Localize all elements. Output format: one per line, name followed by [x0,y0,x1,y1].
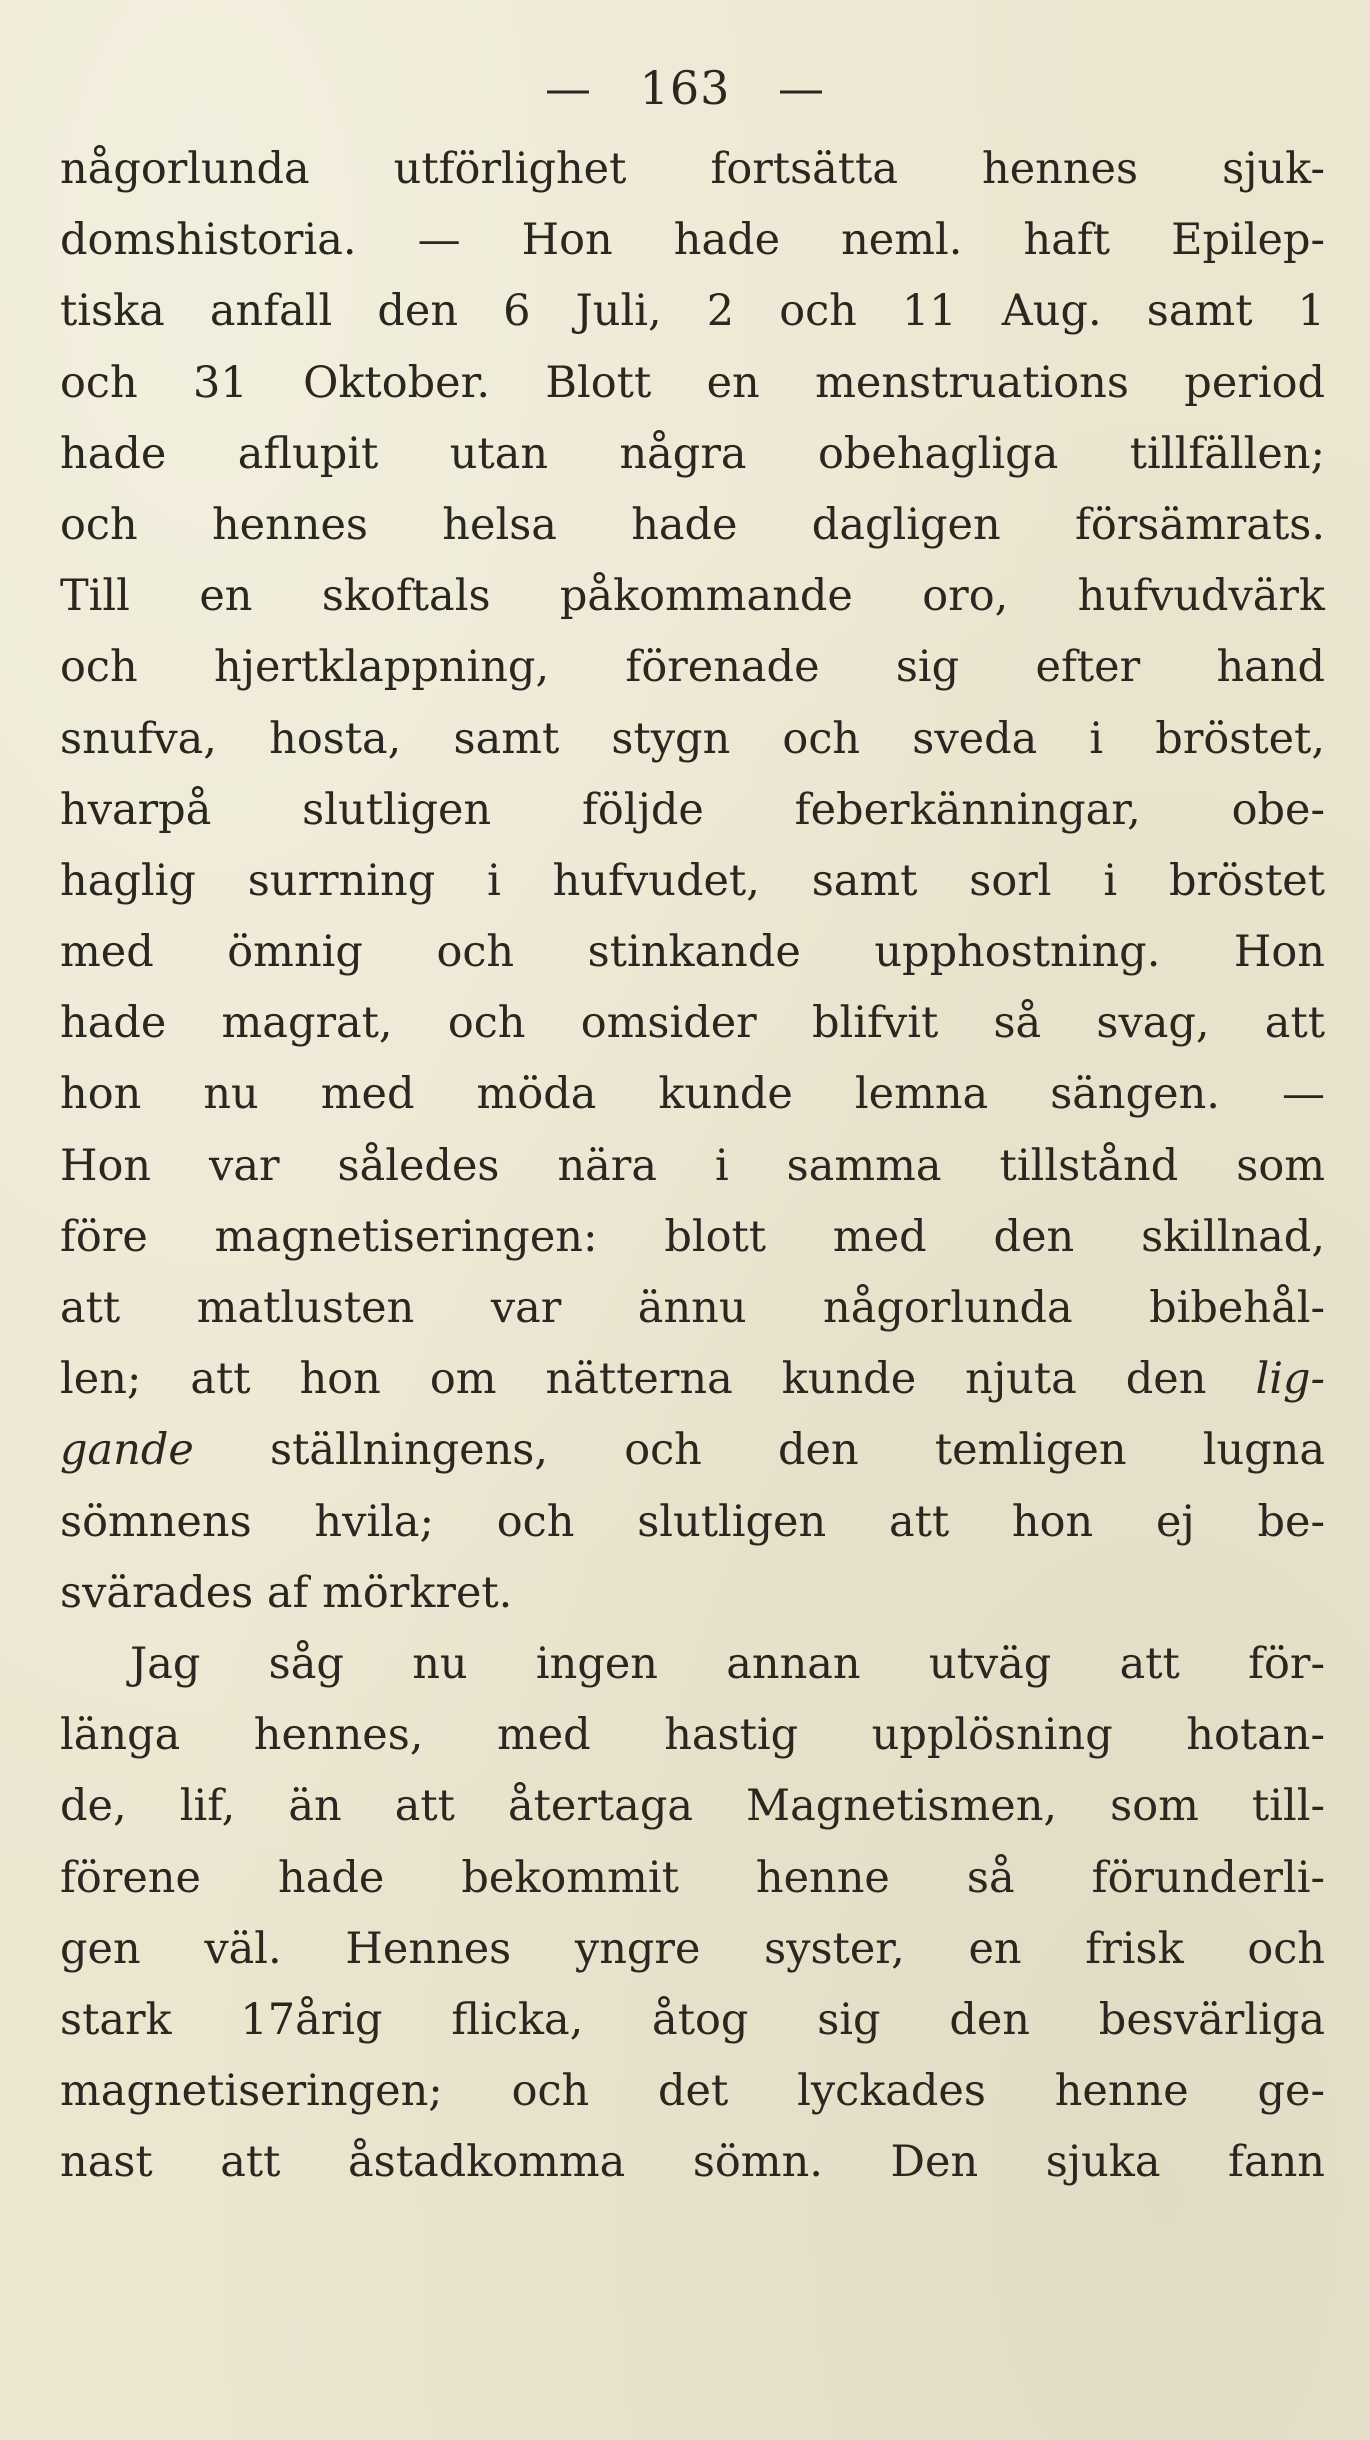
text-line: domshistoria. — Hon hade neml. haft Epilep- [60,215,1325,266]
italic-text-run: gande [60,1425,194,1476]
text-line: Jag såg nu ingen annan utväg att för- [130,1638,1325,1689]
text-run: ställningens, och den temligen lugna [270,1425,1326,1476]
text-line: de, lif, än att återtaga Magnetismen, som till- [60,1781,1325,1832]
text-line: och 31 Oktober. Blott en menstruations period [60,357,1325,408]
paragraph-1 [60,134,1325,1629]
text-line: magnetiseringen; och det lyckades henne ge- [60,2066,1325,2117]
text-line: gen väl. Hennes yngre syster, en frisk och [60,1923,1325,1974]
text-run: len; att hon om nätterna kunde njuta den [60,1354,1207,1405]
text-line: och hennes helsa hade dagligen försämrats. [60,499,1325,550]
header-dash-right: — [778,61,826,115]
text-line: svärades af mörkret. [60,1567,513,1618]
text-line: och hjertklappning, förenade sig efter hand [60,642,1325,693]
text-line: förene hade bekommit henne så förunderli- [60,1852,1325,1903]
text-line: hade magrat, och omsider blifvit så svag, att [60,998,1325,1049]
text-line: Hon var således nära i samma tillstånd som [60,1140,1325,1191]
body-text [60,134,1325,2198]
page-number: 163 [639,61,731,115]
text-line: Till en skoftals påkommande oro, hufvudvärk [60,571,1325,622]
text-line: före magnetiseringen: blott med den skillnad, [60,1211,1325,1262]
text-line: tiska anfall den 6 Juli, 2 och 11 Aug. samt 1 [60,286,1325,337]
text-line: nast att åstadkomma sömn. Den sjuka fann [60,2137,1325,2188]
text-line: snufva, hosta, samt stygn och sveda i bröstet, [60,713,1325,764]
text-line: någorlunda utförlighet fortsätta hennes sjuk- [60,144,1325,194]
text-line: haglig surrning i hufvudet, samt sorl i bröstet [60,855,1325,906]
text-line [60,1344,1325,1415]
text-line: sömnens hvila; och slutligen att hon ej be- [60,1496,1325,1547]
text-line: hon nu med möda kunde lemna sängen. — [60,1069,1325,1120]
text-line: stark 17årig flicka, åtog sig den besvärliga [60,1994,1325,2045]
text-line: att matlusten var ännu någorlunda bibehål- [60,1283,1325,1333]
paragraph-2 [60,1629,1325,2199]
page-header [0,58,1370,118]
italic-text-run: lig- [1255,1354,1325,1405]
header-dash-left: — [544,61,592,115]
text-line [60,1415,1325,1486]
text-line: med ömnig och stinkande upphostning. Hon [60,927,1325,978]
text-line: länga hennes, med hastig upplösning hotan- [60,1710,1325,1761]
text-line: hvarpå slutligen följde feberkänningar, obe- [60,784,1325,835]
text-line: hade aflupit utan några obehagliga tillfällen; [60,428,1325,479]
